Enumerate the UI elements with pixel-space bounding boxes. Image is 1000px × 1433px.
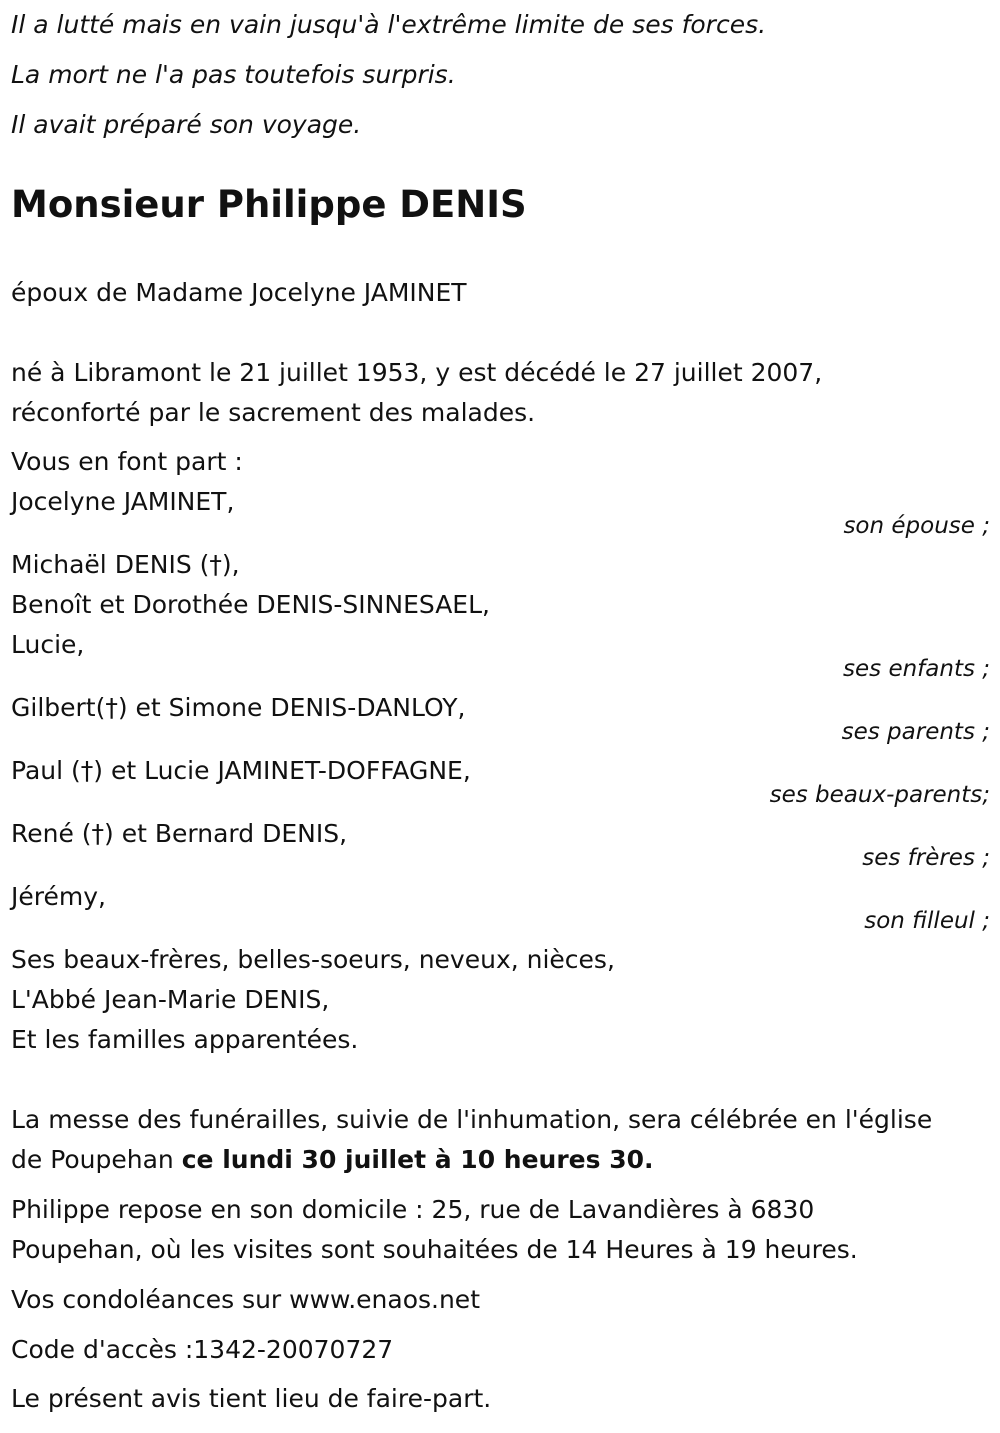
role-children: ses enfants ;	[843, 656, 990, 682]
birth-death-line-1: né à Libramont le 21 juillet 1953, y est décédé le 27 juillet 2007,	[11, 358, 823, 387]
funeral-line-2	[11, 1145, 654, 1175]
role-spouse: son épouse ;	[843, 513, 990, 539]
birth-death-line-2: réconforté par le sacrement des malades.	[11, 398, 536, 427]
deceased-name: Monsieur Philippe DENIS	[11, 183, 527, 226]
poem-line-2: La mort ne l'a pas toutefois surpris.	[11, 60, 456, 89]
family-others-1: Ses beaux-frères, belles-soeurs, neveux, nièces,	[11, 945, 615, 974]
family-godson-name: Jérémy,	[11, 882, 106, 911]
family-child-2: Benoît et Dorothée DENIS-SINNESAEL,	[11, 590, 490, 619]
family-others-2: L'Abbé Jean-Marie DENIS,	[11, 985, 330, 1014]
condolences-line: Vos condoléances sur www.enaos.net	[11, 1285, 480, 1314]
funeral-place: de Poupehan	[11, 1145, 182, 1174]
poem-line-1: Il a lutté mais en vain jusqu'à l'extrême limite de ses forces.	[11, 10, 767, 39]
access-code-line: Code d'accès :1342-20070727	[11, 1335, 394, 1364]
visit-line-2: Poupehan, où les visites sont souhaitées de 14 Heures à 19 heures.	[11, 1235, 858, 1264]
family-child-3: Lucie,	[11, 630, 85, 659]
family-parents-name: Gilbert(†) et Simone DENIS-DANLOY,	[11, 693, 466, 722]
family-child-1: Michaël DENIS (†),	[11, 550, 240, 579]
role-brothers: ses frères ;	[862, 845, 990, 871]
closing-line: Le présent avis tient lieu de faire-part.	[11, 1384, 492, 1413]
family-inlaws-name: Paul (†) et Lucie JAMINET-DOFFAGNE,	[11, 756, 471, 785]
spouse-line: époux de Madame Jocelyne JAMINET	[11, 278, 467, 307]
role-inlaws: ses beaux-parents;	[769, 782, 990, 808]
family-spouse-name: Jocelyne JAMINET,	[11, 487, 235, 516]
intro-line: Vous en font part :	[11, 447, 243, 476]
funeral-date-time: ce lundi 30 juillet à 10 heures 30.	[181, 1145, 654, 1174]
role-godson: son filleul ;	[864, 908, 990, 934]
poem-line-3: Il avait préparé son voyage.	[11, 110, 362, 139]
family-others-3: Et les familles apparentées.	[11, 1025, 359, 1054]
funeral-line-1: La messe des funérailles, suivie de l'inhumation, sera célébrée en l'église	[11, 1105, 933, 1134]
visit-line-1: Philippe repose en son domicile : 25, rue de Lavandières à 6830	[11, 1195, 815, 1224]
role-parents: ses parents ;	[841, 719, 990, 745]
family-brothers-name: René (†) et Bernard DENIS,	[11, 819, 348, 848]
